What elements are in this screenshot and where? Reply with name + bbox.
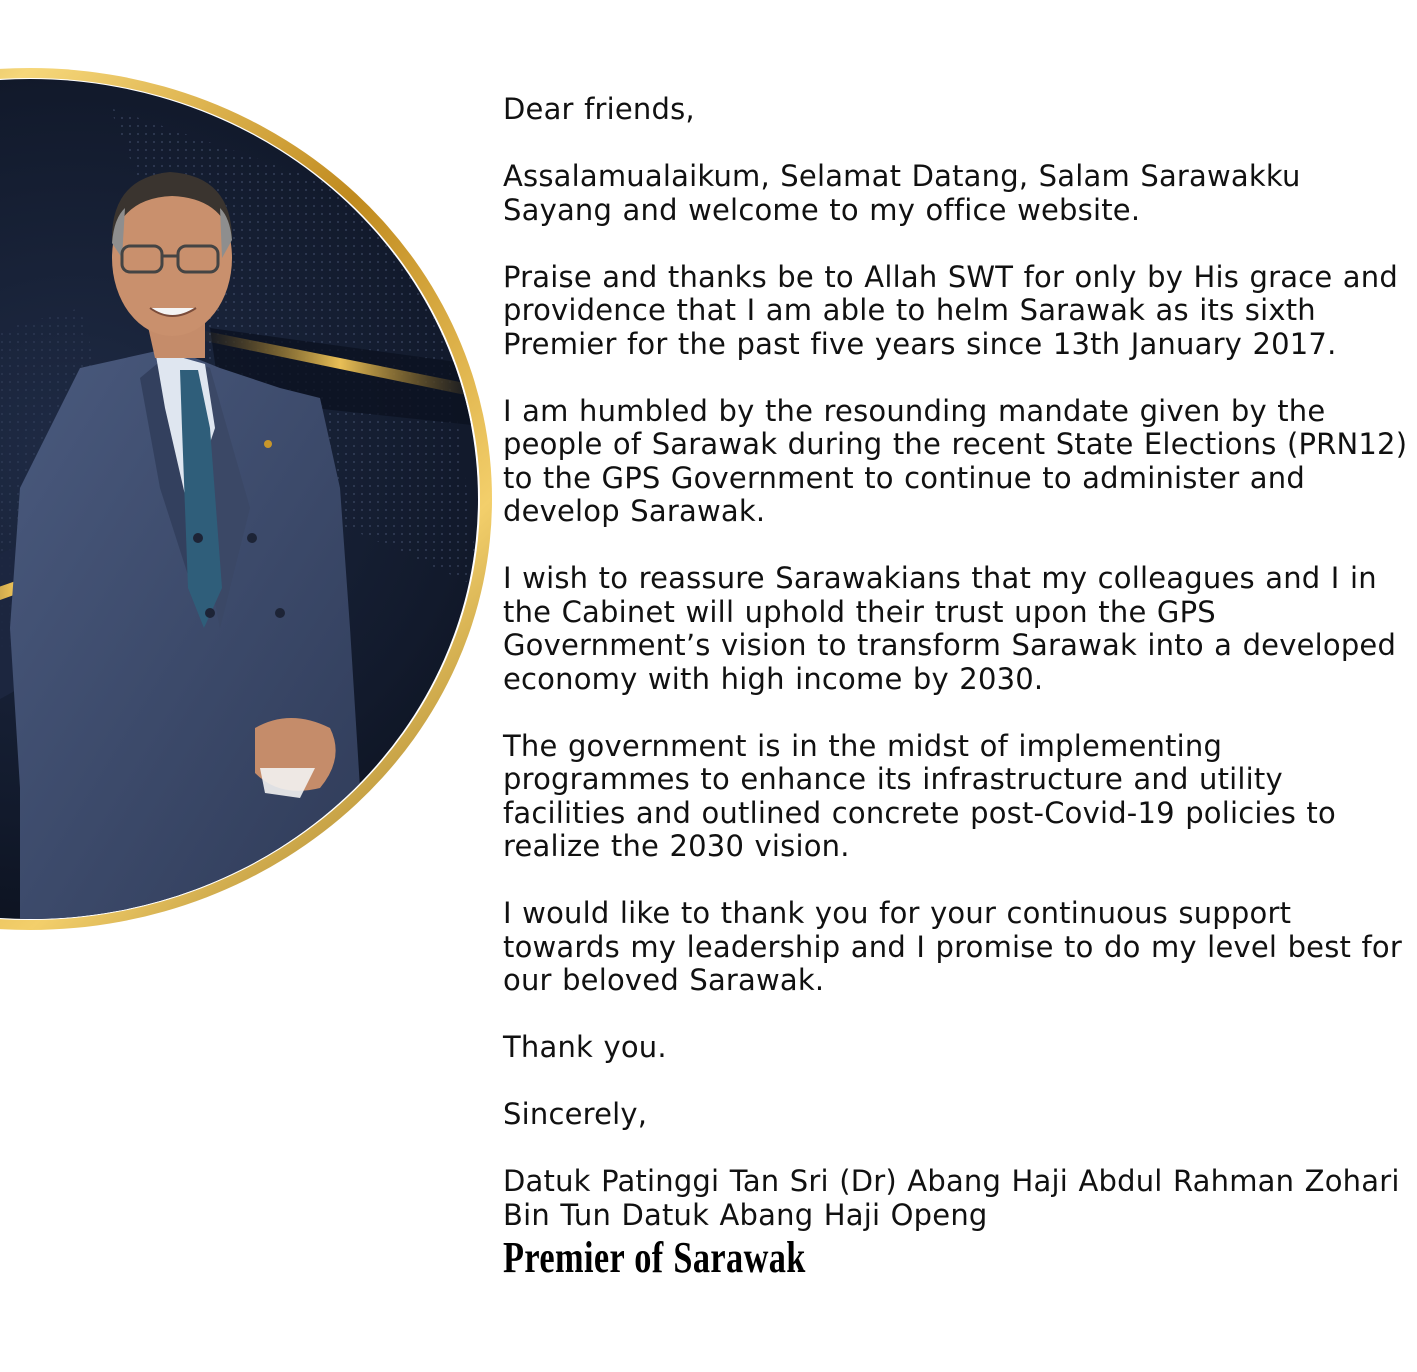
signatory-title: Premier of Sarawak — [503, 1233, 806, 1282]
paragraph-praise: Praise and thanks be to Allah SWT for only by His grace and providence that I am able to helm Sarawak as its sixth Premier for the past five years since 13th January 2017. — [503, 259, 1398, 361]
portrait-medallion — [0, 68, 494, 930]
signatory-name: Datuk Patinggi Tan Sri (Dr) Abang Haji Abdul Rahman Zohari Bin Tun Datuk Abang Haji Openg — [503, 1164, 1400, 1232]
thank-you-line: Thank you. — [503, 1030, 667, 1064]
paragraph-reassure: I wish to reassure Sarawakians that my colleagues and I in the Cabinet will uphold their trust upon the GPS Government’s vision to transform Sarawak into a developed economy with high income by 2030. — [503, 561, 1397, 696]
welcome-letter — [503, 93, 1408, 1280]
paragraph-welcome: Assalamualaikum, Selamat Datang, Salam Sarawakku Sayang and welcome to my office website. — [503, 159, 1301, 227]
paragraph-mandate: I am humbled by the resounding mandate given by the people of Sarawak during the recent State Elections (PRN12) to the GPS Government to continue to administer and develop Sarawak. — [503, 393, 1408, 528]
paragraph-programmes: The government is in the midst of implementing programmes to enhance its infrastructure and utility facilities and outlined concrete post-Covid-19 policies to realize the 2030 vision. — [503, 728, 1336, 863]
greeting: Dear friends, — [503, 92, 695, 126]
paragraph-gratitude: I would like to thank you for your continuous support towards my leadership and I promise to do my level best for our beloved Sarawak. — [503, 896, 1402, 997]
portrait-image — [0, 68, 494, 930]
closing-line: Sincerely, — [503, 1097, 648, 1131]
